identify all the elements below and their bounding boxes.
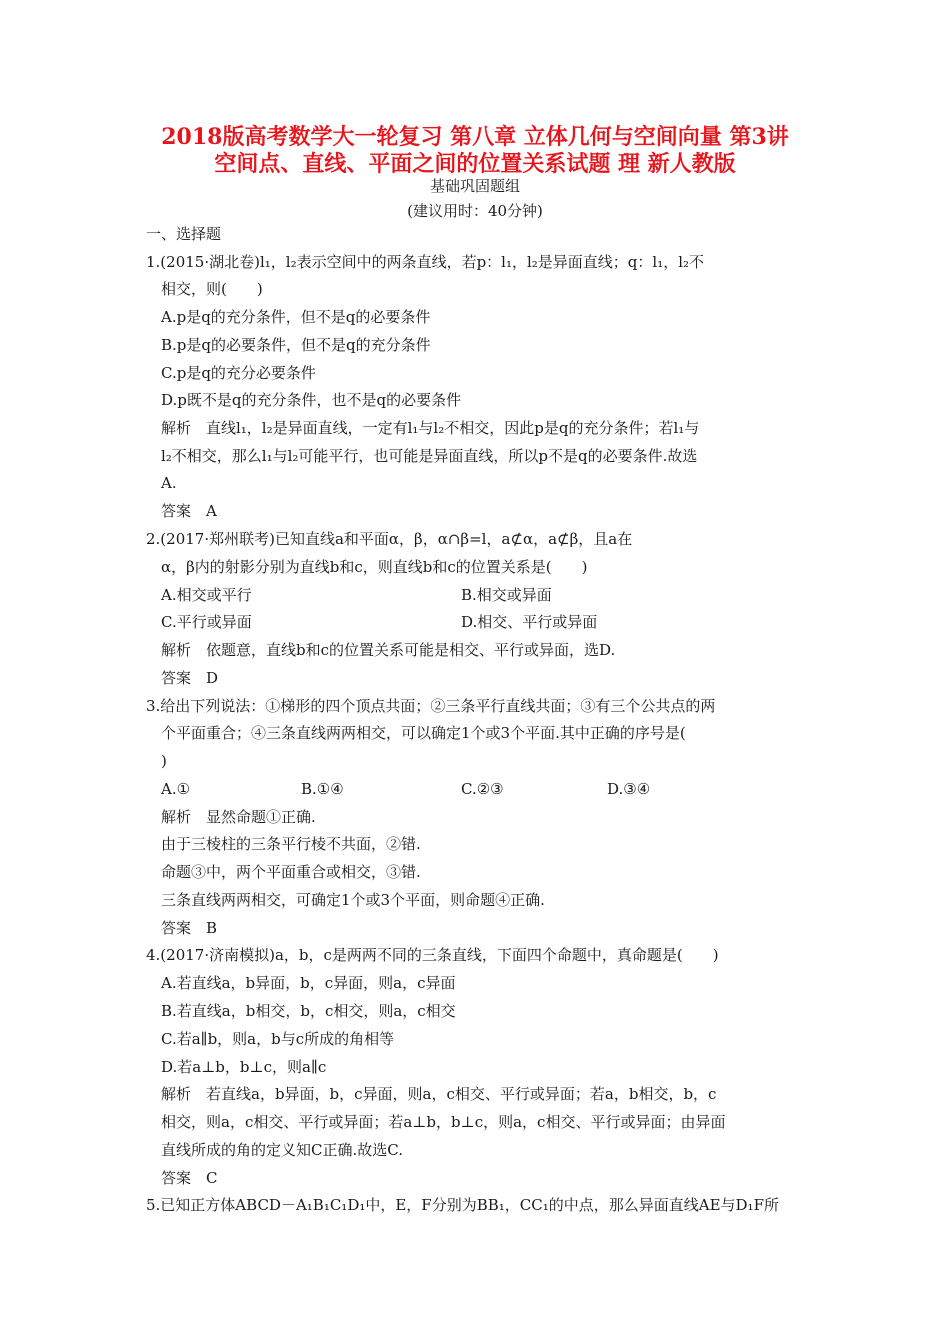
q4-option-d: D.若a⊥b，b⊥c，则a∥c	[161, 1058, 327, 1076]
q3-analysis-line-2: 由于三棱柱的三条平行棱不共面，②错.	[161, 835, 421, 853]
q2-stem-line-2: α，β内的射影分别为直线b和c，则直线b和c的位置关系是( )	[161, 558, 588, 576]
q1-analysis-line-3: A.	[161, 474, 177, 492]
q1-analysis-line-2: l₂不相交，那么l₁与l₂可能平行，也可能是异面直线，所以p不是q的必要条件.故选	[161, 447, 698, 465]
q1-stem-line-1: 1.(2015·湖北卷)l₁，l₂表示空间中的两条直线，若p：l₁，l₂是异面直线；q：l₁，l₂不	[146, 253, 705, 271]
q2-option-b: B.相交或异面	[461, 586, 552, 604]
q4-analysis-line-1: 解析 若直线a，b异面，b，c异面，则a，c相交、平行或异面；若a，b相交，b，c	[161, 1085, 717, 1103]
q1-analysis-line-1: 解析 直线l₁，l₂是异面直线，一定有l₁与l₂不相交，因此p是q的充分条件；若l₁与	[161, 419, 700, 437]
q3-analysis-line-4: 三条直线两两相交，可确定1个或3个平面，则命题④正确.	[161, 891, 545, 909]
subtitle: 基础巩固题组	[429, 177, 520, 195]
q5-stem-line-1: 5.已知正方体ABCD－A₁B₁C₁D₁中，E，F分别为BB₁，CC₁的中点，那么异面直线AE与D₁F所	[146, 1196, 779, 1214]
q3-analysis-line-1: 解析 显然命题①正确.	[161, 808, 316, 826]
q4-analysis-line-3: 直线所成的角的定义知C正确.故选C.	[161, 1141, 403, 1159]
time-note: (建议用时：40分钟)	[407, 202, 543, 220]
q3-stem-line-3: )	[161, 752, 167, 770]
q4-stem-line-1: 4.(2017·济南模拟)a，b，c是两两不同的三条直线，下面四个命题中，真命题是( )	[146, 946, 719, 964]
q4-analysis-line-2: 相交，则a，c相交、平行或异面；若a⊥b，b⊥c，则a，c相交、平行或异面；由异面	[161, 1113, 726, 1131]
q1-stem-line-2: 相交，则( )	[161, 280, 263, 298]
q2-option-a: A.相交或平行	[161, 586, 252, 604]
q1-option-a: A.p是q的充分条件，但不是q的必要条件	[161, 308, 431, 326]
q3-option-a: A.①	[161, 780, 191, 798]
q3-option-c: C.②③	[461, 780, 504, 798]
q1-option-b: B.p是q的必要条件，但不是q的充分条件	[161, 336, 431, 354]
q3-stem-line-2: 个平面重合；④三条直线两两相交，可以确定1个或3个平面.其中正确的序号是(	[161, 724, 686, 742]
q2-stem-line-1: 2.(2017·郑州联考)已知直线a和平面α，β，α∩β=l，a⊄α，a⊄β，且a在	[146, 530, 633, 548]
document-title-line-2: 空间点、直线、平面之间的位置关系试题 理 新人教版	[214, 151, 736, 177]
q4-option-b: B.若直线a，b相交，b，c相交，则a，c相交	[161, 1002, 456, 1020]
q4-option-a: A.若直线a，b异面，b，c异面，则a，c异面	[161, 974, 456, 992]
section-heading: 一、选择题	[146, 225, 222, 243]
q2-analysis-line-1: 解析 依题意，直线b和c的位置关系可能是相交、平行或异面，选D.	[161, 641, 616, 659]
q3-stem-line-1: 3.给出下列说法：①梯形的四个顶点共面；②三条平行直线共面；③有三个公共点的两	[146, 697, 716, 715]
q2-option-d: D.相交、平行或异面	[461, 613, 598, 631]
q3-option-b: B.①④	[301, 780, 344, 798]
q2-answer: 答案 D	[161, 669, 219, 687]
q4-answer: 答案 C	[161, 1169, 218, 1187]
q4-option-c: C.若a∥b，则a，b与c所成的角相等	[161, 1030, 395, 1048]
q3-answer: 答案 B	[161, 919, 218, 937]
q3-option-d: D.③④	[607, 780, 651, 798]
q1-option-d: D.p既不是q的充分条件，也不是q的必要条件	[161, 391, 462, 409]
q1-answer: 答案 A	[161, 502, 217, 520]
q2-option-c: C.平行或异面	[161, 613, 252, 631]
q1-option-c: C.p是q的充分必要条件	[161, 364, 316, 382]
q3-analysis-line-3: 命题③中，两个平面重合或相交，③错.	[161, 863, 421, 881]
document-title-line-1: 2018版高考数学大一轮复习 第八章 立体几何与空间向量 第3讲	[161, 124, 789, 150]
